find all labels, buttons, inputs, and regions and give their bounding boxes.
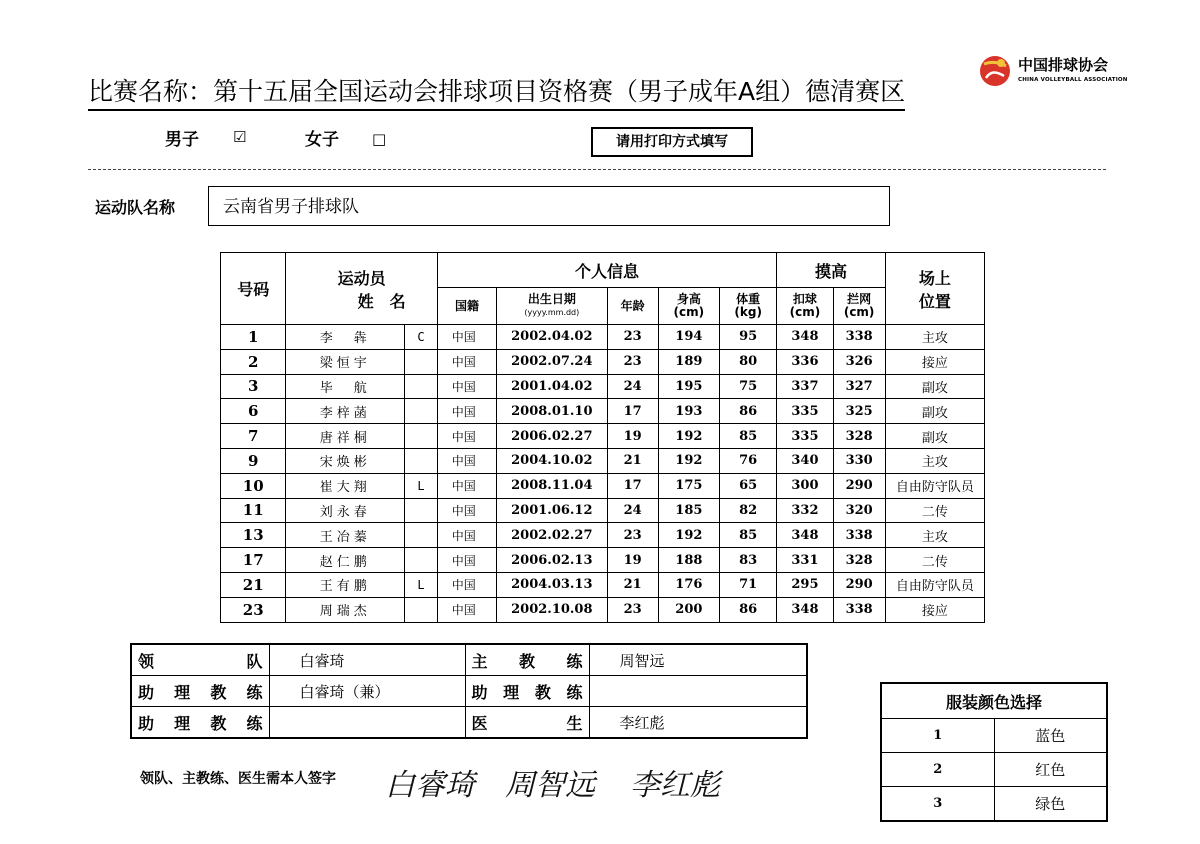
color-index: 3 xyxy=(881,787,994,822)
player-name[interactable]: 刘永春 xyxy=(286,498,405,523)
player-block-reach[interactable]: 327 xyxy=(833,374,885,399)
player-role[interactable]: L xyxy=(405,473,438,498)
player-weight[interactable]: 86 xyxy=(720,399,777,424)
roster-row xyxy=(221,597,985,622)
player-name[interactable]: 王冶蓁 xyxy=(286,523,405,548)
player-number[interactable]: 23 xyxy=(221,597,286,622)
player-dob[interactable]: 2002.07.24 xyxy=(497,349,607,374)
player-number[interactable]: 11 xyxy=(221,498,286,523)
player-role[interactable]: L xyxy=(405,572,438,597)
player-height[interactable]: 189 xyxy=(658,349,719,374)
player-block-reach[interactable]: 338 xyxy=(833,325,885,350)
player-position[interactable]: 主攻 xyxy=(885,325,984,350)
player-name[interactable]: 周瑞杰 xyxy=(286,597,405,622)
player-nationality[interactable]: 中国 xyxy=(437,597,496,622)
dashed-divider xyxy=(88,169,1106,170)
player-name[interactable]: 毕 航 xyxy=(286,374,405,399)
player-age[interactable]: 23 xyxy=(607,349,658,374)
assistant-coach-field-1[interactable]: 白睿琦（兼） xyxy=(269,676,465,707)
player-block-reach[interactable]: 290 xyxy=(833,473,885,498)
header-height-unit: (cm) xyxy=(673,305,705,319)
player-name[interactable]: 宋焕彬 xyxy=(286,448,405,473)
player-name[interactable]: 李梓菡 xyxy=(286,399,405,424)
player-weight[interactable]: 95 xyxy=(720,325,777,350)
assistant-coach-label-2-text: 助 理 教 练 xyxy=(471,682,583,702)
player-nationality[interactable]: 中国 xyxy=(437,523,496,548)
player-role[interactable] xyxy=(405,448,438,473)
player-nationality[interactable]: 中国 xyxy=(437,424,496,449)
player-age[interactable]: 24 xyxy=(607,498,658,523)
player-block-reach[interactable]: 338 xyxy=(833,597,885,622)
team-name-label: 运动队名称 xyxy=(95,198,176,217)
color-index: 2 xyxy=(881,753,994,787)
player-number[interactable]: 6 xyxy=(221,399,286,424)
header-weight xyxy=(720,288,777,325)
male-checkbox[interactable]: ☑ xyxy=(233,128,247,146)
male-label: 男子 xyxy=(165,130,199,150)
roster-row xyxy=(221,399,985,424)
player-age[interactable]: 24 xyxy=(607,374,658,399)
player-position[interactable]: 二传 xyxy=(885,498,984,523)
player-dob[interactable]: 2004.03.13 xyxy=(497,572,607,597)
leader-label xyxy=(131,644,269,676)
player-position[interactable]: 自由防守队员 xyxy=(885,473,984,498)
header-number: 号码 xyxy=(221,253,286,325)
print-notice: 请用打印方式填写 xyxy=(591,127,753,157)
player-height[interactable]: 192 xyxy=(658,448,719,473)
player-role[interactable] xyxy=(405,374,438,399)
player-position[interactable]: 自由防守队员 xyxy=(885,572,984,597)
player-spike-reach[interactable]: 331 xyxy=(777,548,833,573)
player-number[interactable]: 9 xyxy=(221,448,286,473)
player-age[interactable]: 21 xyxy=(607,572,658,597)
player-block-reach[interactable]: 290 xyxy=(833,572,885,597)
player-number[interactable]: 7 xyxy=(221,424,286,449)
header-dob xyxy=(497,288,607,325)
roster-row xyxy=(221,572,985,597)
player-dob[interactable]: 2002.10.08 xyxy=(497,597,607,622)
association-logo xyxy=(978,52,1128,92)
player-name[interactable]: 梁恒宇 xyxy=(286,349,405,374)
header-block-unit: (cm) xyxy=(843,305,875,319)
signature-label: 领队、主教练、医生需本人签字 xyxy=(140,771,336,787)
player-age[interactable]: 17 xyxy=(607,473,658,498)
player-nationality[interactable]: 中国 xyxy=(437,374,496,399)
player-weight[interactable]: 85 xyxy=(720,424,777,449)
header-age: 年龄 xyxy=(607,288,658,325)
head-coach-field[interactable]: 周智远 xyxy=(589,644,807,676)
player-weight[interactable]: 83 xyxy=(720,548,777,573)
header-position-line1: 场上 xyxy=(918,268,951,288)
player-dob[interactable]: 2008.11.04 xyxy=(497,473,607,498)
player-height[interactable]: 175 xyxy=(658,473,719,498)
player-height[interactable]: 192 xyxy=(658,424,719,449)
roster-row xyxy=(221,498,985,523)
player-nationality[interactable]: 中国 xyxy=(437,473,496,498)
player-nationality[interactable]: 中国 xyxy=(437,399,496,424)
player-age[interactable]: 23 xyxy=(607,597,658,622)
volleyball-logo-icon xyxy=(978,54,1012,88)
player-height[interactable]: 185 xyxy=(658,498,719,523)
signature-leader: 白睿琦 xyxy=(385,768,475,803)
color-option-green[interactable]: 绿色 xyxy=(994,787,1107,822)
player-age[interactable]: 23 xyxy=(607,523,658,548)
player-weight[interactable]: 75 xyxy=(720,374,777,399)
header-height xyxy=(658,288,719,325)
signature-doctor: 李红彪 xyxy=(630,768,720,803)
header-nationality: 国籍 xyxy=(437,288,496,325)
player-spike-reach[interactable]: 335 xyxy=(777,424,833,449)
player-number[interactable]: 17 xyxy=(221,548,286,573)
player-role[interactable] xyxy=(405,597,438,622)
player-position[interactable]: 副攻 xyxy=(885,399,984,424)
player-dob[interactable]: 2004.10.02 xyxy=(497,448,607,473)
header-position xyxy=(885,253,984,325)
assistant-coach-field-2[interactable] xyxy=(589,676,807,707)
header-weight-unit: (kg) xyxy=(734,305,762,319)
player-nationality[interactable]: 中国 xyxy=(437,325,496,350)
player-role[interactable] xyxy=(405,498,438,523)
assistant-coach-label-1 xyxy=(131,676,269,707)
player-block-reach[interactable]: 320 xyxy=(833,498,885,523)
player-age[interactable]: 19 xyxy=(607,424,658,449)
roster-row xyxy=(221,523,985,548)
player-height[interactable]: 192 xyxy=(658,523,719,548)
female-label: 女子 xyxy=(305,130,339,150)
header-spike-unit: (cm) xyxy=(789,305,821,319)
player-name[interactable]: 李 犇 xyxy=(286,325,405,350)
player-block-reach[interactable]: 338 xyxy=(833,523,885,548)
player-age[interactable]: 19 xyxy=(607,548,658,573)
player-height[interactable]: 193 xyxy=(658,399,719,424)
signature-head-coach: 周智远 xyxy=(505,768,595,803)
roster-row xyxy=(221,548,985,573)
player-number[interactable]: 21 xyxy=(221,572,286,597)
assistant-coach-label-2 xyxy=(465,676,589,707)
player-spike-reach[interactable]: 348 xyxy=(777,523,833,548)
player-weight[interactable]: 85 xyxy=(720,523,777,548)
head-coach-label-text: 主 教 练 xyxy=(471,651,583,671)
player-nationality[interactable]: 中国 xyxy=(437,572,496,597)
header-reach: 摸高 xyxy=(777,253,885,288)
player-role[interactable] xyxy=(405,349,438,374)
header-block xyxy=(833,288,885,325)
player-height[interactable]: 194 xyxy=(658,325,719,350)
player-weight[interactable]: 86 xyxy=(720,597,777,622)
player-name[interactable]: 崔大翔 xyxy=(286,473,405,498)
competition-title: 比赛名称：第十五届全国运动会排球项目资格赛（男子成年A组）德清赛区 xyxy=(88,76,905,111)
player-block-reach[interactable]: 325 xyxy=(833,399,885,424)
logo-text-en: CHINA VOLLEYBALL ASSOCIATION xyxy=(1018,77,1128,83)
player-spike-reach[interactable]: 337 xyxy=(777,374,833,399)
assistant-coach-field-3[interactable] xyxy=(269,707,465,739)
player-spike-reach[interactable]: 348 xyxy=(777,597,833,622)
player-spike-reach[interactable]: 336 xyxy=(777,349,833,374)
uniform-color-table xyxy=(880,682,1108,822)
header-block-label: 拦网 xyxy=(847,292,872,306)
header-spike-label: 扣球 xyxy=(792,292,817,306)
player-age[interactable]: 23 xyxy=(607,325,658,350)
player-position[interactable]: 副攻 xyxy=(885,374,984,399)
player-role[interactable] xyxy=(405,424,438,449)
roster-row xyxy=(221,448,985,473)
player-name[interactable]: 王有鹏 xyxy=(286,572,405,597)
player-spike-reach[interactable]: 340 xyxy=(777,448,833,473)
header-height-label: 身高 xyxy=(676,292,701,306)
player-spike-reach[interactable]: 348 xyxy=(777,325,833,350)
header-athlete-line2: 姓 名 xyxy=(357,291,406,311)
player-position[interactable]: 二传 xyxy=(885,548,984,573)
player-weight[interactable]: 76 xyxy=(720,448,777,473)
roster-row xyxy=(221,473,985,498)
player-role[interactable] xyxy=(405,548,438,573)
player-nationality[interactable]: 中国 xyxy=(437,498,496,523)
header-athlete xyxy=(286,253,437,325)
roster-row xyxy=(221,325,985,350)
head-coach-label xyxy=(465,644,589,676)
roster-row xyxy=(221,374,985,399)
player-position[interactable]: 主攻 xyxy=(885,448,984,473)
header-athlete-line1: 运动员 xyxy=(337,268,386,288)
roster-table xyxy=(220,252,985,623)
player-position[interactable]: 接应 xyxy=(885,349,984,374)
staff-table xyxy=(130,643,808,739)
header-personal-info: 个人信息 xyxy=(437,253,777,288)
team-name-field[interactable]: 云南省男子排球队 xyxy=(208,186,890,226)
player-weight[interactable]: 71 xyxy=(720,572,777,597)
player-height[interactable]: 195 xyxy=(658,374,719,399)
doctor-field[interactable]: 李红彪 xyxy=(589,707,807,739)
player-spike-reach[interactable]: 335 xyxy=(777,399,833,424)
roster-row xyxy=(221,349,985,374)
player-number[interactable]: 2 xyxy=(221,349,286,374)
leader-field[interactable]: 白睿琦 xyxy=(269,644,465,676)
roster-row xyxy=(221,424,985,449)
player-block-reach[interactable]: 330 xyxy=(833,448,885,473)
logo-text-cn: 中国排球协会 xyxy=(1018,56,1109,74)
player-spike-reach[interactable]: 300 xyxy=(777,473,833,498)
color-index: 1 xyxy=(881,719,994,753)
player-position[interactable]: 副攻 xyxy=(885,424,984,449)
player-dob[interactable]: 2006.02.13 xyxy=(497,548,607,573)
uniform-color-title: 服装颜色选择 xyxy=(881,683,1107,719)
player-height[interactable]: 200 xyxy=(658,597,719,622)
female-checkbox[interactable]: □ xyxy=(372,130,387,148)
header-dob-format: (yyyy.mm.dd) xyxy=(524,308,580,317)
player-number[interactable]: 3 xyxy=(221,374,286,399)
player-age[interactable]: 17 xyxy=(607,399,658,424)
player-dob[interactable]: 2008.01.10 xyxy=(497,399,607,424)
player-role[interactable] xyxy=(405,399,438,424)
color-option-blue[interactable]: 蓝色 xyxy=(994,719,1107,753)
player-weight[interactable]: 82 xyxy=(720,498,777,523)
header-dob-label: 出生日期 xyxy=(527,292,576,306)
player-number[interactable]: 13 xyxy=(221,523,286,548)
header-spike xyxy=(777,288,833,325)
player-role[interactable] xyxy=(405,523,438,548)
player-position[interactable]: 主攻 xyxy=(885,523,984,548)
player-block-reach[interactable]: 328 xyxy=(833,424,885,449)
player-role[interactable]: C xyxy=(405,325,438,350)
player-age[interactable]: 21 xyxy=(607,448,658,473)
player-spike-reach[interactable]: 295 xyxy=(777,572,833,597)
doctor-label-text: 医 生 xyxy=(471,713,583,733)
player-weight[interactable]: 65 xyxy=(720,473,777,498)
player-height[interactable]: 176 xyxy=(658,572,719,597)
player-height[interactable]: 188 xyxy=(658,548,719,573)
assistant-coach-label-3-text: 助 理 教 练 xyxy=(138,713,263,733)
player-spike-reach[interactable]: 332 xyxy=(777,498,833,523)
player-dob[interactable]: 2001.04.02 xyxy=(497,374,607,399)
player-dob[interactable]: 2001.06.12 xyxy=(497,498,607,523)
player-nationality[interactable]: 中国 xyxy=(437,448,496,473)
player-dob[interactable]: 2006.02.27 xyxy=(497,424,607,449)
leader-label-text: 领 队 xyxy=(138,651,263,671)
assistant-coach-label-3 xyxy=(131,707,269,739)
player-block-reach[interactable]: 328 xyxy=(833,548,885,573)
player-nationality[interactable]: 中国 xyxy=(437,548,496,573)
player-block-reach[interactable]: 326 xyxy=(833,349,885,374)
player-number[interactable]: 10 xyxy=(221,473,286,498)
color-option-red[interactable]: 红色 xyxy=(994,753,1107,787)
player-name[interactable]: 唐祥桐 xyxy=(286,424,405,449)
assistant-coach-label-1-text: 助 理 教 练 xyxy=(138,682,263,702)
header-weight-label: 体重 xyxy=(736,292,761,306)
player-weight[interactable]: 80 xyxy=(720,349,777,374)
player-nationality[interactable]: 中国 xyxy=(437,349,496,374)
player-dob[interactable]: 2002.04.02 xyxy=(497,325,607,350)
player-position[interactable]: 接应 xyxy=(885,597,984,622)
header-position-line2: 位置 xyxy=(918,291,951,311)
player-number[interactable]: 1 xyxy=(221,325,286,350)
player-dob[interactable]: 2002.02.27 xyxy=(497,523,607,548)
player-name[interactable]: 赵仁鹏 xyxy=(286,548,405,573)
doctor-label xyxy=(465,707,589,739)
